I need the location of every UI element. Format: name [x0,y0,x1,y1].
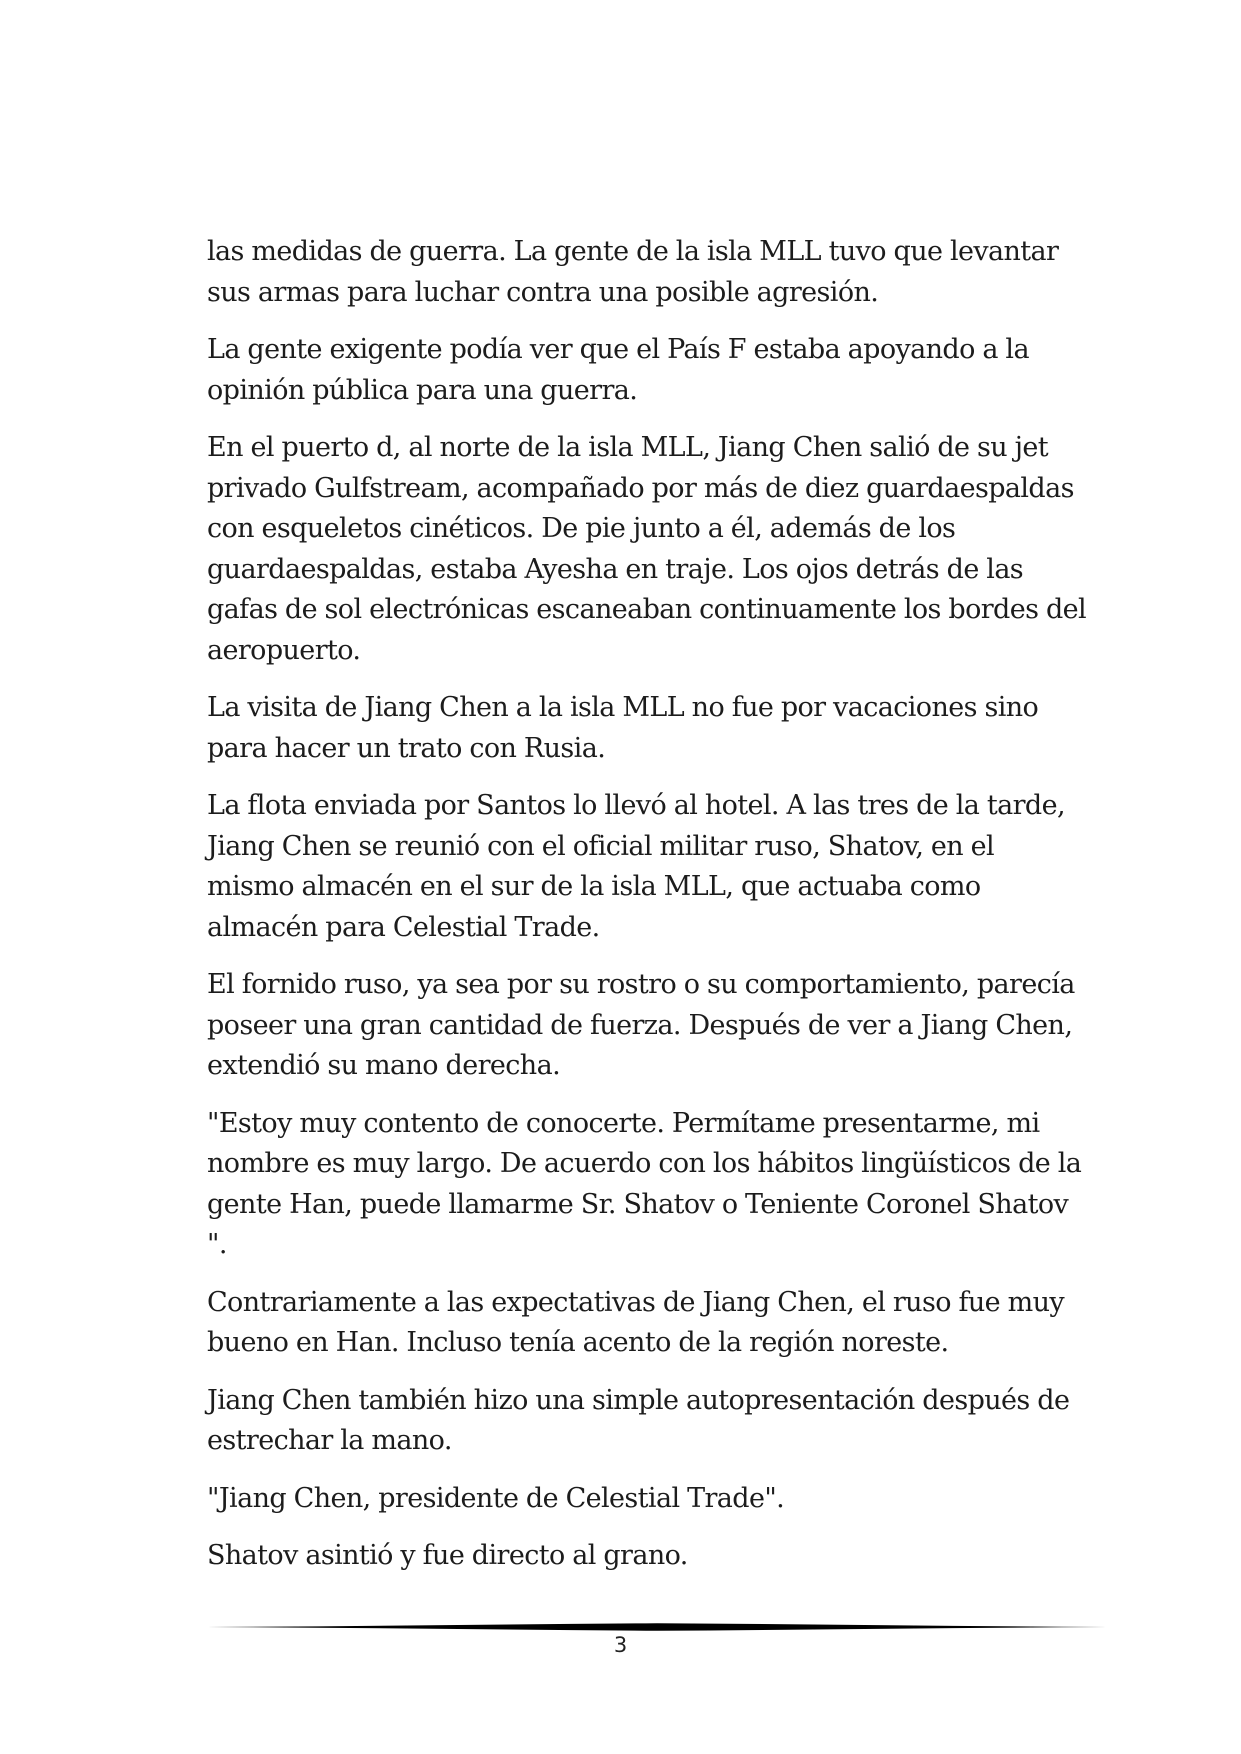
paragraph-5: La flota enviada por Santos lo llevó al hotel. A las tres de la tarde, Jiang Chen se reunió con el oficial militar ruso, Shatov, en el mismo almacén en el sur de la isla MLL, que actuaba como almacén para Celestial Trade. [207,790,1065,943]
paragraph-8: Contrariamente a las expectativas de Jiang Chen, el ruso fue muy bueno en Han. Incluso tenía acento de la región noreste. [207,1286,1065,1358]
paragraph-1: las medidas de guerra. La gente de la isla MLL tuvo que levantar sus armas para luchar contra una posible agresión. [207,236,1059,308]
paragraph-6: El fornido ruso, ya sea por su rostro o su comportamiento, parecía poseer una gran cantidad de fuerza. Después de ver a Jiang Chen, extendió su mano derecha. [207,969,1075,1081]
paragraph-11: Shatov asintió y fue directo al grano. [207,1540,688,1571]
paragraph-9: Jiang Chen también hizo una simple autopresentación después de estrechar la mano. [207,1384,1070,1456]
paragraph-7: "Estoy muy contento de conocerte. Permítame presentarme, mi nombre es muy largo. De acuerdo con los hábitos lingüísticos de la gente Han, puede llamarme Sr. Shatov o Teniente Coronel Shatov ". [207,1107,1082,1260]
paragraph-4: La visita de Jiang Chen a la isla MLL no fue por vacaciones sino para hacer un trato con Rusia. [207,692,1039,764]
paragraph-3: En el puerto d, al norte de la isla MLL, Jiang Chen salió de su jet privado Gulfstream, acompañado por más de diez guardaespaldas con esqueletos cinéticos. De pie junto a él, además de los guardaespaldas, estaba Ayesha en traje. Los ojos detrás de las gafas de sol electrónicas escaneaban continuamente los bordes del aeropuerto. [207,432,1087,666]
body-text [207,232,1087,1594]
paragraph-2: La gente exigente podía ver que el País F estaba apoyando a la opinión pública para una guerra. [207,334,1029,406]
paragraph-10: "Jiang Chen, presidente de Celestial Trade". [207,1482,785,1514]
page-number: 3 [613,1633,628,1657]
